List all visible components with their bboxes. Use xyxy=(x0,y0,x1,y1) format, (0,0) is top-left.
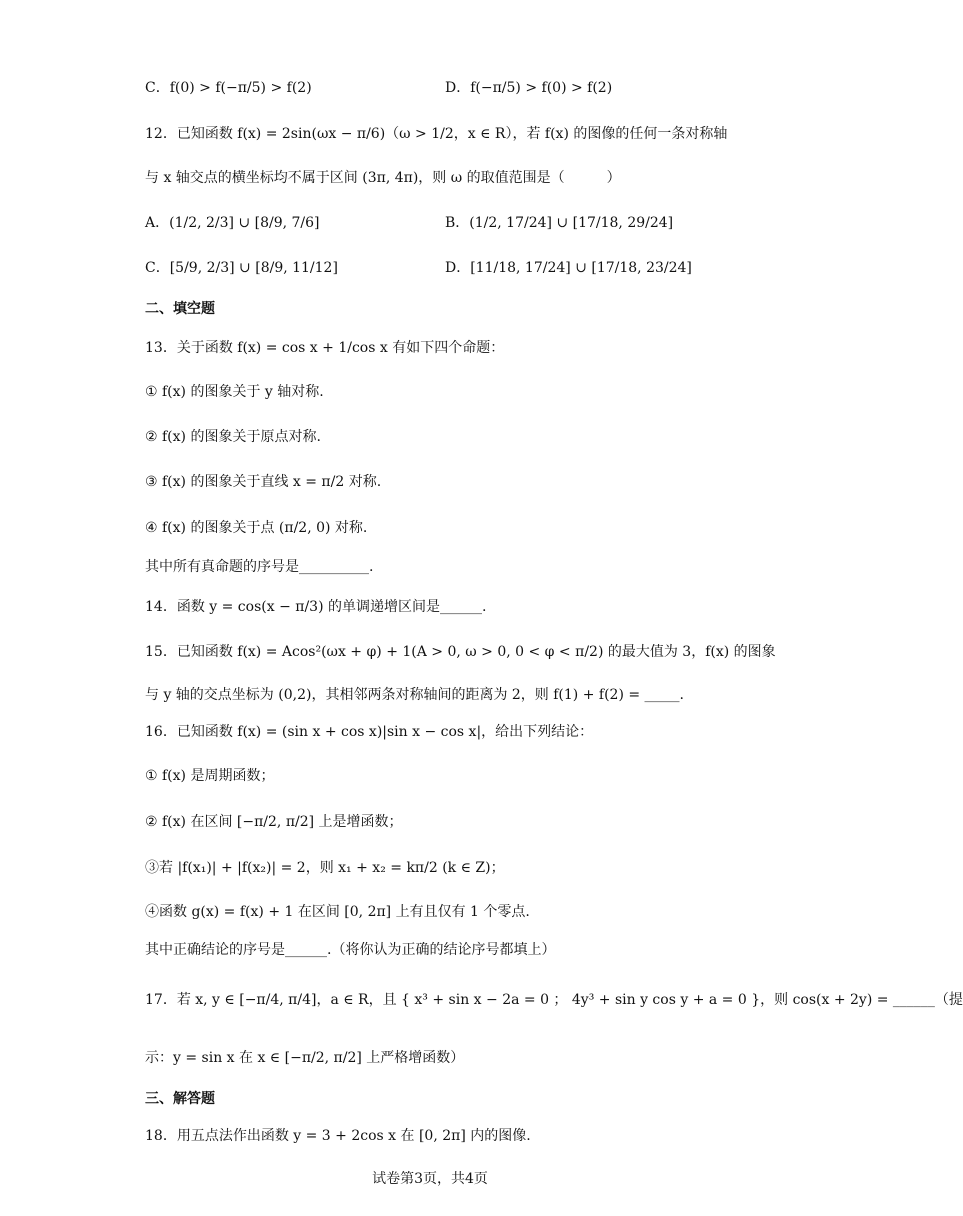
question-13-proposition-4: ④ f(x) 的图象关于点 (π/2, 0) 对称. xyxy=(145,520,368,536)
option-12b: B．(1/2, 17/24] ∪ [17/18, 29/24] xyxy=(445,215,674,231)
question-16-conclusion-4: ④函数 g(x) = f(x) + 1 在区间 [0, 2π] 上有且仅有 1 个零点. xyxy=(145,904,530,920)
question-13-stem: 13．关于函数 f(x) = cos x + 1/cos x 有如下四个命题： xyxy=(145,340,505,356)
question-13-ask: 其中所有真命题的序号是__________. xyxy=(145,559,374,575)
question-15-line2: 与 y 轴的交点坐标为 (0,2)，其相邻两条对称轴间的距离为 2，则 f(1) + f(2) = _____. xyxy=(145,687,684,703)
page-footer: 试卷第3页，共4页 xyxy=(372,1171,488,1187)
option-11d: D．f(−π/5) > f(0) > f(2) xyxy=(445,80,613,96)
question-16-conclusion-2: ② f(x) 在区间 [−π/2, π/2] 上是增函数； xyxy=(145,814,403,830)
question-13-proposition-3: ③ f(x) 的图象关于直线 x = π/2 对称. xyxy=(145,474,382,490)
section-heading-solution: 三、解答题 xyxy=(145,1091,215,1107)
question-16-stem: 16．已知函数 f(x) = (sin x + cos x)|sin x − cos x|，给出下列结论： xyxy=(145,724,594,740)
question-13-proposition-1: ① f(x) 的图象关于 y 轴对称. xyxy=(145,384,324,400)
question-16-ask: 其中正确结论的序号是______.（将你认为正确的结论序号都填上） xyxy=(145,942,556,958)
question-12-line2: 与 x 轴交点的横坐标均不属于区间 (3π, 4π)，则 ω 的取值范围是（ ） xyxy=(145,170,621,186)
question-16-conclusion-3: ③若 |f(x₁)| + |f(x₂)| = 2，则 x₁ + x₂ = kπ/2 (k ∈ Z)； xyxy=(145,860,505,876)
option-11c: C．f(0) > f(−π/5) > f(2) xyxy=(145,80,312,96)
question-16-conclusion-1: ① f(x) 是周期函数； xyxy=(145,768,275,784)
section-heading-fill-blank: 二、填空题 xyxy=(145,301,215,317)
question-17-line2: 示：y = sin x 在 x ∈ [−π/2, π/2] 上严格增函数） xyxy=(145,1050,465,1066)
question-18: 18．用五点法作出函数 y = 3 + 2cos x 在 [0, 2π] 内的图像. xyxy=(145,1128,531,1144)
option-12d: D．[11/18, 17/24] ∪ [17/18, 23/24] xyxy=(445,260,692,276)
question-13-proposition-2: ② f(x) 的图象关于原点对称. xyxy=(145,429,321,445)
question-15-line1: 15．已知函数 f(x) = Acos²(ωx + φ) + 1(A > 0, ω > 0, 0 < φ < π/2) 的最大值为 3，f(x) 的图象 xyxy=(145,644,776,660)
question-17-line1: 17．若 x, y ∈ [−π/4, π/4]，a ∈ R，且 { x³ + sin x − 2a = 0 ； 4y³ + sin y cos y + a = 0 }，则 cos(x + 2y) = ______（提 xyxy=(145,992,963,1008)
question-12-line1: 12．已知函数 f(x) = 2sin(ωx − π/6)（ω > 1/2，x ∈ R），若 f(x) 的图像的任何一条对称轴 xyxy=(145,126,728,142)
question-14: 14．函数 y = cos(x − π/3) 的单调递增区间是______. xyxy=(145,599,487,615)
option-12a: A．(1/2, 2/3] ∪ [8/9, 7/6] xyxy=(145,215,320,231)
option-12c: C．[5/9, 2/3] ∪ [8/9, 11/12] xyxy=(145,260,338,276)
